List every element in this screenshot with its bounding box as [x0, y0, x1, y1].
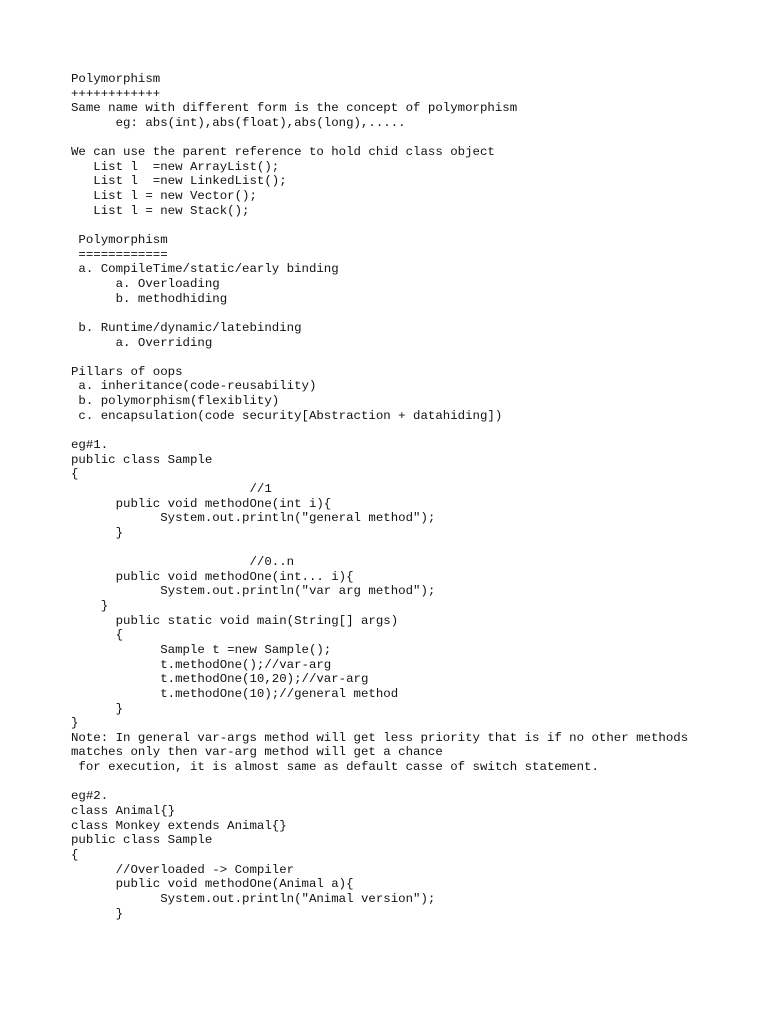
document-line: [71, 541, 751, 556]
document-page: [71, 72, 751, 921]
document-line: a. CompileTime/static/early binding: [71, 262, 339, 277]
document-line: //1: [71, 481, 272, 496]
document-line: b. polymorphism(flexiblity): [71, 394, 280, 409]
document-line: }: [71, 906, 124, 921]
document-line: public void methodOne(int... i){: [71, 569, 354, 584]
document-line: List l =new ArrayList();: [71, 159, 280, 174]
document-line: }: [71, 599, 109, 614]
document-line: }: [71, 525, 124, 540]
document-line: [71, 131, 751, 146]
document-line: [71, 423, 751, 438]
document-line: t.methodOne();//var-arg: [71, 657, 332, 672]
document-line: [71, 350, 751, 365]
document-line: a. inheritance(code-reusability): [71, 379, 317, 394]
document-line: public static void main(String[] args): [71, 613, 399, 628]
document-line: ++++++++++++: [71, 86, 161, 101]
document-line: class Monkey extends Animal{}: [71, 818, 287, 833]
document-line: List l = new Stack();: [71, 203, 250, 218]
document-line: Same name with different form is the concept of polymorphism: [71, 101, 518, 116]
document-line: Polymorphism: [71, 233, 168, 248]
document-line: List l =new LinkedList();: [71, 174, 287, 189]
document-line: a. Overloading: [71, 276, 220, 291]
document-line: public void methodOne(Animal a){: [71, 877, 354, 892]
document-line: [71, 306, 751, 321]
document-line: for execution, it is almost same as default casse of switch statement.: [71, 760, 599, 775]
document-line: [71, 775, 751, 790]
document-line: //Overloaded -> Compiler: [71, 862, 295, 877]
document-line: a. Overriding: [71, 335, 213, 350]
document-line: b. Runtime/dynamic/latebinding: [71, 320, 302, 335]
document-line: System.out.println("Animal version");: [71, 891, 436, 906]
document-line: Note: In general var-args method will get less priority that is if no other methods: [71, 730, 689, 745]
document-line: public class Sample: [71, 833, 213, 848]
document-line: class Animal{}: [71, 804, 176, 819]
document-line: eg: abs(int),abs(float),abs(long),.....: [71, 115, 406, 130]
document-line: eg#1.: [71, 438, 109, 453]
document-line: public void methodOne(int i){: [71, 496, 332, 511]
document-line: b. methodhiding: [71, 291, 228, 306]
document-line: Sample t =new Sample();: [71, 642, 332, 657]
document-line: Pillars of oops: [71, 364, 183, 379]
document-line: List l = new Vector();: [71, 189, 257, 204]
document-line: [71, 218, 751, 233]
document-line: {: [71, 628, 124, 643]
document-line: {: [71, 467, 79, 482]
document-line: System.out.println("var arg method");: [71, 584, 436, 599]
document-line: //0..n: [71, 555, 295, 570]
document-line: eg#2.: [71, 789, 109, 804]
document-line: }: [71, 701, 124, 716]
document-line: }: [71, 716, 79, 731]
document-line: We can use the parent reference to hold chid class object: [71, 145, 495, 160]
document-line: System.out.println("general method");: [71, 511, 436, 526]
document-line: Polymorphism: [71, 72, 161, 86]
document-line: t.methodOne(10,20);//var-arg: [71, 672, 369, 687]
document-line: public class Sample: [71, 452, 213, 467]
document-line: t.methodOne(10);//general method: [71, 686, 399, 701]
document-line: {: [71, 847, 79, 862]
document-line: ============: [71, 247, 168, 262]
document-line: c. encapsulation(code security[Abstraction + datahiding]): [71, 408, 503, 423]
document-line: matches only then var-arg method will get a chance: [71, 745, 443, 760]
